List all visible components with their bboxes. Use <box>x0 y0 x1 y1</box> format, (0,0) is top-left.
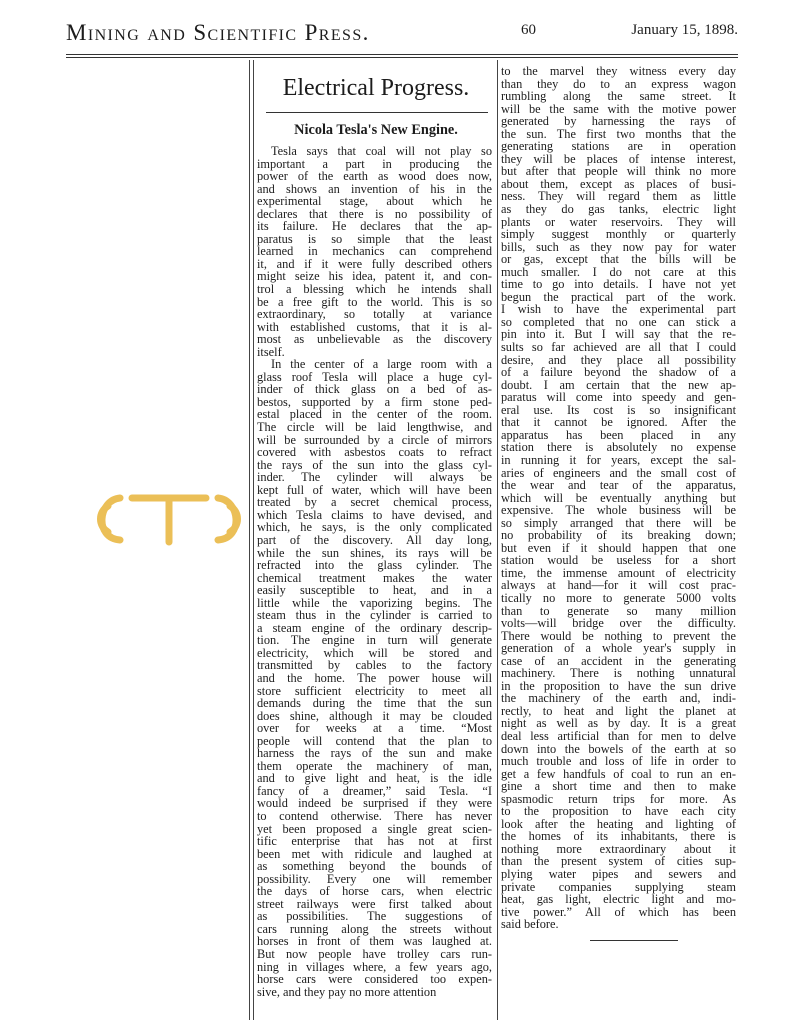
article-line: fancy of a dreamer,” said Tesla. “I <box>257 783 492 798</box>
article-line: than they do to an express wagon <box>501 76 736 91</box>
article-line: the machinery of the earth and, indi- <box>501 691 736 706</box>
article-line: gine a short time and then to make <box>501 779 736 794</box>
article-line: always at hand—for it will cost prac- <box>501 578 736 593</box>
masthead <box>66 18 738 52</box>
article-line: I wish to have the experimental part <box>501 302 736 317</box>
article-line: station would be useless for a short <box>501 553 736 568</box>
article-line: Tesla says that coal will not play so <box>271 144 492 158</box>
article-line: aries of engineers and the small cost of <box>501 465 736 480</box>
article-line: rumbling along the same street. It <box>501 89 736 104</box>
article-line: a steam engine of the ordinary descrip- <box>257 620 492 635</box>
article-line: inder of thick glass on a bed of as- <box>257 382 492 397</box>
article-line: heat, gas light, electric light and mo- <box>501 892 736 907</box>
article-line: The circle will be laid lengthwise, and <box>257 420 492 435</box>
article-line: possibility. Every one will remember <box>257 871 492 886</box>
article-line: in the proposition to have the sun drive <box>501 678 736 693</box>
column-divider-middle <box>497 60 498 1020</box>
article-line: desire, and they place all possibility <box>501 352 736 367</box>
article-line: be a free gift to the world. This is so <box>257 294 492 309</box>
article-line: chemical treatment makes the water <box>257 570 492 585</box>
article-line: glass roof Tesla will place a huge cyl- <box>257 369 492 384</box>
article-line: the days of horse cars, when electric <box>257 884 492 899</box>
article-line: might seize his idea, patent it, and con- <box>257 269 492 284</box>
article-line: treated by a secret chemical process, <box>257 495 492 510</box>
column-divider-left-inner <box>253 60 254 1020</box>
article-line: tive power.” All of which has been <box>501 904 736 919</box>
article-line: generation of a whole year's supply in <box>501 641 736 656</box>
heading-rule <box>266 112 488 113</box>
article-line: bestos, supported by a firm stone ped- <box>257 394 492 409</box>
article-line: bills, such as they now pay for water <box>501 239 736 254</box>
article-title: Nicola Tesla's New Engine. <box>294 122 458 138</box>
article-line: part of the discovery. All day long, <box>257 532 492 547</box>
article-line: steam thus in the cylinder is carried to <box>257 608 492 623</box>
article-line: extraordinary, so totally at variance <box>257 307 492 322</box>
article-line: refracted into the glass cylinder. The <box>257 558 492 573</box>
article-line: estal placed in the center of the room. <box>257 407 492 422</box>
article-line: they will be places of intense interest, <box>501 151 736 166</box>
article-line: horse cars were considered too expen- <box>257 972 492 987</box>
article-line: them operate the machinery of man, <box>257 758 492 773</box>
article-line: so completed that no one can stick a <box>501 314 736 329</box>
article-line: store sufficient electricity to meet all <box>257 683 492 698</box>
article-line: easily susceptible to heat, and in a <box>257 583 492 598</box>
article-line: generating stations are in operation <box>501 139 736 154</box>
article-line: the wear and tear of the apparatus, <box>501 478 736 493</box>
article-line: while the sun shines, its rays will be <box>257 545 492 560</box>
article-line: will be surrounded by a circle of mirrors <box>257 432 492 447</box>
article-line: doubt. I am certain that the new ap- <box>501 377 736 392</box>
article-line: cars running along the streets without <box>257 921 492 936</box>
article-line: night as well as by day. It is a great <box>501 716 736 731</box>
article-line: expensive. The whole business will be <box>501 503 736 518</box>
article-line: case of an accident in the generating <box>501 653 736 668</box>
article-line: the sun. The first two months that the <box>501 126 736 141</box>
article-line: would indeed be surprised if they were <box>257 796 492 811</box>
article-line: in running it for years, except the sal- <box>501 452 736 467</box>
article-line: experimental stage, about which he <box>257 194 492 209</box>
article-line: down into the bowels of the earth at so <box>501 741 736 756</box>
column-divider-left <box>249 60 250 1020</box>
article-line: kept full of water, which will have been <box>257 482 492 497</box>
article-line: generated by harnessing the rays of <box>501 114 736 129</box>
article-line: demands during the time that the sun <box>257 696 492 711</box>
article-line: station there is absolutely no expense <box>501 440 736 455</box>
article-line: power of the earth as wood does now, <box>257 169 492 184</box>
publication-title: Mining and Scientific Press. <box>66 20 370 45</box>
article-line: to contend otherwise. There has never <box>257 808 492 823</box>
article-line: much trouble and loss of life in order to <box>501 754 736 769</box>
article-line: most as unbelievable as the discovery <box>257 332 492 347</box>
article-line: sults so far achieved are all that I could <box>501 340 736 355</box>
article-line: people will contend that the plan to <box>257 733 492 748</box>
article-line: but even if it should happen that one <box>501 540 736 555</box>
article-line: machinery. There is nothing unnatural <box>501 666 736 681</box>
article-line: In the center of a large room with a <box>271 357 492 372</box>
article-line: trol a blessing which he intends shall <box>257 282 492 297</box>
article-line: inder. The cylinder will always be <box>257 470 492 485</box>
article-line: sive, and they pay no more attention <box>257 984 437 999</box>
article-line: been met with ridicule and laughed at <box>257 846 492 861</box>
article-line: horses in front of them was laughed at. <box>257 934 492 949</box>
article-line: said before. <box>501 917 559 932</box>
article-line: that it cannot be ignored. After the <box>501 415 736 430</box>
article-line: eral use. Its cost is so insignificant <box>501 402 736 417</box>
article-line: plants or water reservoirs. They will <box>501 214 736 229</box>
article-line: with established customs, that it is al- <box>257 319 492 334</box>
article-line: and to give light and heat, is the idle <box>257 771 492 786</box>
article-line: and the home. The power house will <box>257 670 492 685</box>
masthead-rule <box>66 54 738 55</box>
article-line: over for weeks at a time. “Most <box>257 721 492 736</box>
article-line: tific enterprise that has not at first <box>257 834 492 849</box>
article-line: than to generate so many million <box>501 603 736 618</box>
article-line: as something beyond the bounds of <box>257 859 492 874</box>
article-line: its failure. He declares that the ap- <box>257 219 492 234</box>
article-line: ness. They will regard them as little <box>501 189 736 204</box>
article-column-right <box>501 65 736 931</box>
article-line: as they do gas tanks, electric light <box>501 202 736 217</box>
article-line: tically no more to generate 5000 volts <box>501 590 736 605</box>
article-line: which Tesla claims to have devised, and <box>257 507 492 522</box>
issue-date: January 15, 1898. <box>631 22 738 38</box>
article-line: private companies supplying steam <box>501 879 736 894</box>
article-line: to the proposition to have each city <box>501 804 736 819</box>
article-line: get a few handfuls of coal to run an en- <box>501 766 736 781</box>
article-line: but after that people will think no more <box>501 164 736 179</box>
end-rule <box>590 940 678 941</box>
article-line: paratus is so simple that the least <box>257 231 492 246</box>
article-line: to the marvel they witness every day <box>501 64 736 78</box>
article-line: little while the vaporizing begins. The <box>257 595 492 610</box>
page-number: 60 <box>521 22 536 38</box>
article-line: the homes of its inhabitants, there is <box>501 829 736 844</box>
article-line: important a part in producing the <box>257 156 492 171</box>
article-line: will be the same with the motive power <box>501 101 736 116</box>
article-line: harness the rays of the sun and make <box>257 746 492 761</box>
article-line: begun the practical part of the work. <box>501 289 736 304</box>
article-line: rectly, to heat and light the planet at <box>501 703 736 718</box>
article-line: which will be eventually anything but <box>501 490 736 505</box>
article-line: spasmodic return trips for more. As <box>501 791 736 806</box>
article-line: it, and if it were fully described others <box>257 256 492 271</box>
section-heading: Electrical Progress. <box>282 75 470 101</box>
article-line: itself. <box>257 344 285 359</box>
article-line: plying water pipes and sewers and <box>501 867 736 881</box>
article-line: and shows an invention of his in the <box>257 181 492 196</box>
article-line: which, he says, is the only complicated <box>257 520 492 535</box>
article-line: transmitted by cables to the factory <box>257 658 492 673</box>
article-line: so simply arranged that there will be <box>501 515 736 530</box>
article-line: volts—will bridge over the difficulty. <box>501 616 736 631</box>
article-line: the rays of the sun into the glass cyl- <box>257 457 492 472</box>
article-line: time, the immense amount of electricity <box>501 565 736 580</box>
article-line: deal less artificial than for men to delve <box>501 728 736 743</box>
article-column-left <box>257 145 492 998</box>
article-line: as possibilities. The suggestions of <box>257 909 492 924</box>
watermark-logo <box>90 486 248 552</box>
article-line: nothing more extraordinary about it <box>501 841 736 856</box>
article-line: tion. The engine in turn will generate <box>257 633 492 648</box>
article-line: electricity, which will be stored and <box>257 645 492 660</box>
masthead-rule-double <box>66 57 738 58</box>
article-line: simply suggest monthly or quarterly <box>501 227 736 242</box>
article-line: look after the heating and lighting of <box>501 816 736 831</box>
article-line: ning in villages where, a few years ago, <box>257 959 492 974</box>
article-line: learned in mechanics can comprehend <box>257 244 492 259</box>
article-line: declares that there is no possibility of <box>257 206 492 221</box>
article-line: does shine, although it may be clouded <box>257 708 492 723</box>
article-line: There would be nothing to prevent the <box>501 628 736 643</box>
article-line: time to go into details. I have not yet <box>501 277 736 292</box>
article-line: much smaller. I do not care at this <box>501 264 736 279</box>
article-line: yet been proposed a single great scien- <box>257 821 492 836</box>
article-line: But now people have trolley cars run- <box>257 947 492 961</box>
article-line: than the present system of cities sup- <box>501 854 736 869</box>
article-line: no probability of its breaking down; <box>501 528 736 543</box>
article-line: or gas, except that the bills will be <box>501 252 736 267</box>
article-line: apparatus has been placed in any <box>501 427 736 442</box>
article-line: covered with asbestos coats to refract <box>257 445 492 460</box>
article-line: of a failure beyond the shadow of a <box>501 365 736 380</box>
article-line: paratus will come into speedy and gen- <box>501 390 736 405</box>
article-line: pin into it. But I will say that the re- <box>501 327 736 342</box>
article-line: about them, except as places of busi- <box>501 176 736 191</box>
article-line: street railways were first talked about <box>257 896 492 911</box>
